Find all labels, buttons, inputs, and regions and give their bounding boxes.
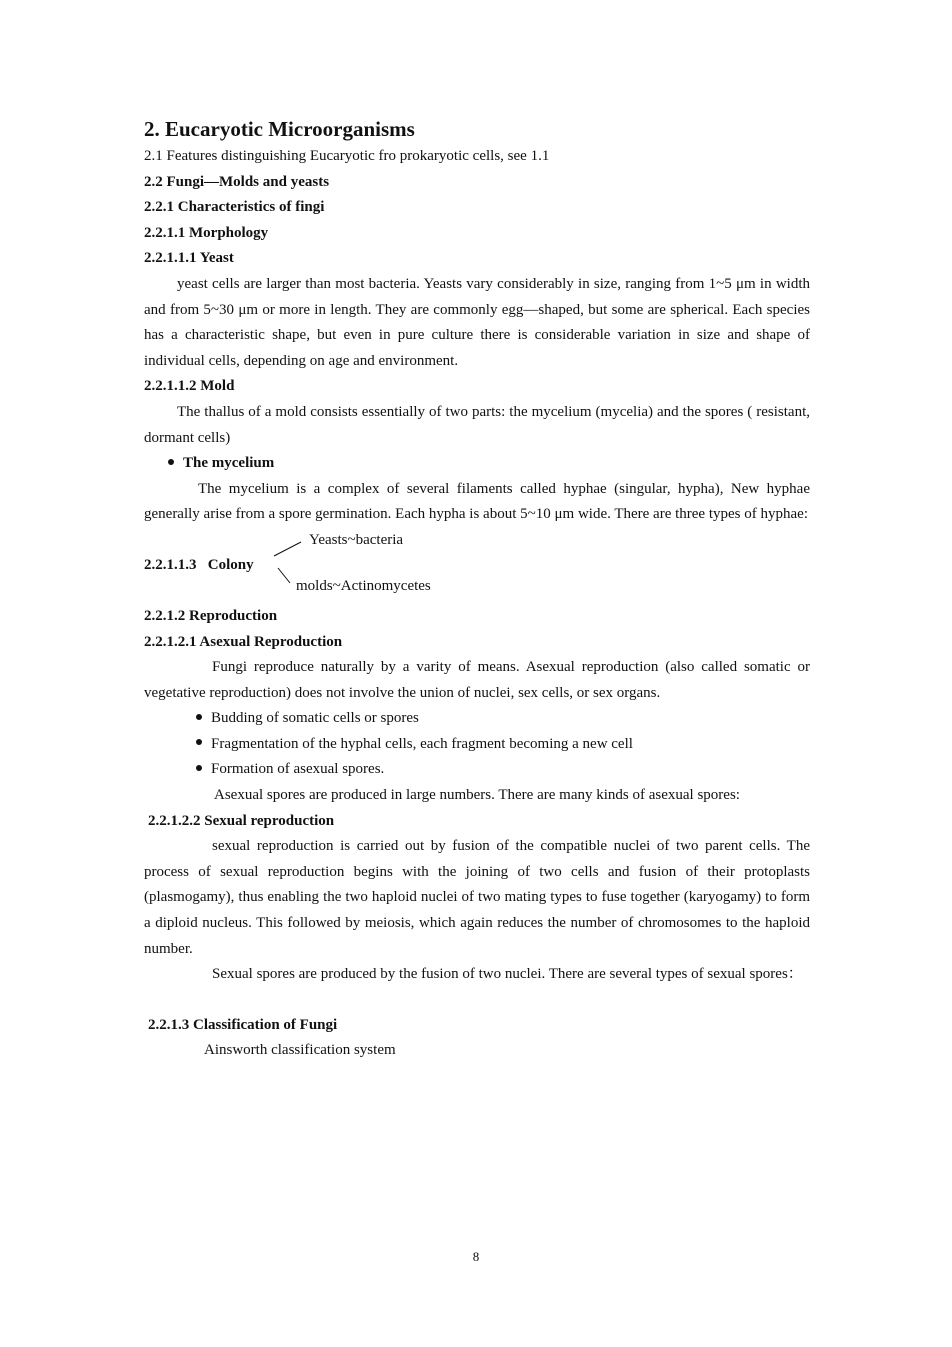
heading-sexual: 2.2.1.2.2 Sexual reproduction bbox=[148, 812, 335, 829]
heading-mold: 2.2.1.1.2 Mold bbox=[144, 378, 235, 395]
list-item-text: Fragmentation of the hyphal cells, each fragment becoming a new cell bbox=[211, 735, 633, 752]
list-item bbox=[196, 732, 810, 758]
heading-2-2-1: 2.2.1 Characteristics of fingi bbox=[144, 199, 325, 216]
chapter-heading: 2. Eucaryotic Microorganisms bbox=[144, 117, 415, 141]
paragraph-yeast: yeast cells are larger than most bacteria. Yeasts vary considerably in size, ranging from 1~5 μm in width and from 5~30 μm or more in length. They are commonly egg—shaped, but some are spherical. Each species has a characteristic shape, but even in pure culture there is considerable variation in size and shape of individual cells, depending on age and environment. bbox=[144, 275, 810, 369]
list-item-text: Formation of asexual spores. bbox=[211, 761, 385, 778]
colony-upper-branch: Yeasts~bacteria bbox=[309, 531, 404, 548]
paragraph-sexual: sexual reproduction is carried out by fusion of the compatible nuclei of two parent cells. The process of sexual reproduction begins with the joining of two cells and fusion of their protoplasts (plasmogamy), thus enabling the two haploid nuclei of two mating types to fuse together (karyogamy) to form a diploid nucleus. This followed by meiosis, which again reduces the number of chromosomes to the haploid number. bbox=[144, 838, 810, 957]
document-page bbox=[144, 114, 810, 1064]
paragraph-classification: Ainsworth classification system bbox=[204, 1042, 396, 1059]
paragraph-mold: The thallus of a mold consists essentially of two parts: the mycelium (mycelia) and the spores ( resistant, dormant cells) bbox=[144, 403, 810, 446]
heading-morphology: 2.2.1.1 Morphology bbox=[144, 224, 269, 241]
asexual-bullet-list bbox=[144, 706, 810, 783]
bullet-mycelium-label: The mycelium bbox=[183, 455, 275, 472]
bullet-mycelium bbox=[144, 451, 810, 477]
list-item bbox=[196, 706, 810, 732]
heading-2-2: 2.2 Fungi—Molds and yeasts bbox=[144, 173, 330, 190]
section-2-1: 2.1 Features distinguishing Eucaryotic fro prokaryotic cells, see 1.1 bbox=[144, 148, 550, 164]
heading-reproduction: 2.2.1.2 Reproduction bbox=[144, 607, 278, 624]
paragraph-asexual-spores: Asexual spores are produced in large numbers. There are many kinds of asexual spores: bbox=[214, 787, 740, 804]
heading-classification: 2.2.1.3 Classification of Fungi bbox=[148, 1016, 338, 1033]
spacer bbox=[144, 988, 810, 1013]
heading-yeast: 2.2.1.1.1 Yeast bbox=[144, 250, 234, 267]
list-item bbox=[196, 757, 810, 783]
colony-diagram bbox=[144, 528, 810, 604]
bullet-dot bbox=[196, 714, 202, 720]
paragraph-mycelium: The mycelium is a complex of several filaments called hyphae (singular, hypha), New hyphae generally arise from a spore germination. Each hypha is about 5~10 μm wide. There are three types of hyphae: bbox=[144, 480, 810, 523]
page-number: 8 bbox=[472, 1249, 480, 1264]
list-item-text: Budding of somatic cells or spores bbox=[211, 710, 419, 727]
paragraph-sexual-spores: Sexual spores are produced by the fusion of two nuclei. There are several types of sexual spores： bbox=[212, 966, 803, 983]
colony-lower-branch: molds~Actinomycetes bbox=[296, 577, 431, 594]
paragraph-asexual: Fungi reproduce naturally by a varity of means. Asexual reproduction (also called somatic or vegetative reproduction) does not involve the union of nuclei, sex cells, or sex organs. bbox=[144, 659, 810, 701]
bullet-dot bbox=[196, 739, 202, 745]
colony-label: 2.2.1.1.3 Colony bbox=[144, 556, 254, 573]
bullet-dot bbox=[168, 459, 174, 465]
heading-asexual: 2.2.1.2.1 Asexual Reproduction bbox=[144, 633, 343, 650]
bullet-dot bbox=[196, 765, 202, 771]
